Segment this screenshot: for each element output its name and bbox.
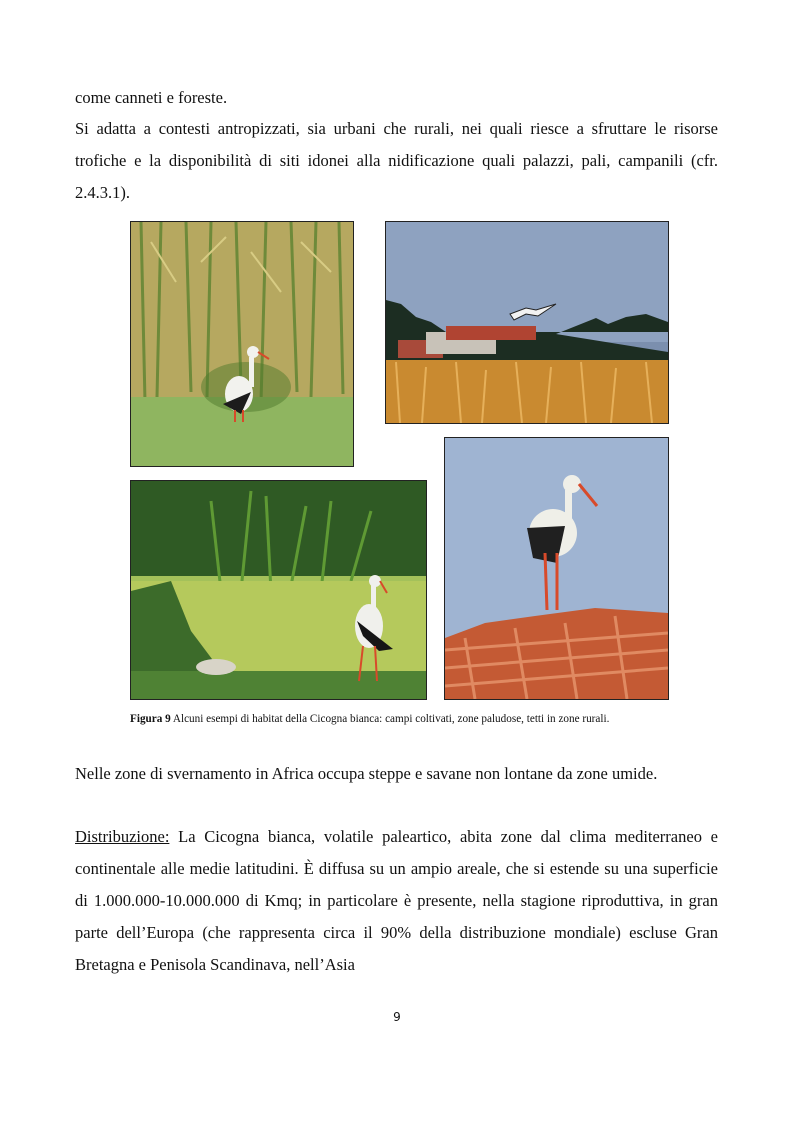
- figure-label: Figura 9: [130, 713, 171, 725]
- wintering-paragraph: Nelle zone di svernamento in Africa occupa steppe e savane non lontane da zone umide.: [75, 764, 658, 783]
- intro-line: come canneti e foreste.: [75, 88, 228, 107]
- figure-caption-text: Alcuni esempi di habitat della Cicogna bianca: campi coltivati, zone paludose, tetti in zone rurali.: [172, 713, 610, 725]
- photo-stork-marsh: [130, 480, 427, 700]
- photo-stork-flying-field: [385, 221, 669, 424]
- distribution-heading: Distribuzione:: [75, 827, 170, 846]
- figure-caption: [130, 711, 668, 728]
- intro-paragraph: Si adatta a contesti antropizzati, sia urbani che rurali, nei quali riesce a sfruttare le risorse trofiche e la disponibilità di siti idonei alla nidificazione quali palazzi, pali, campanili (cfr. 2.4.3.1).: [75, 119, 718, 202]
- distribution-text: La Cicogna bianca, volatile paleartico, abita zone dal clima mediterraneo e continentale alle medie latitudini. È diffusa su un ampio areale, che si estende su una superficie di 1.000.000-10.000.000 di Kmq; in particolare è presente, nella stagione riproduttiva, in gran parte dell’Europa (che rappresenta circa il 90% della distribuzione mondiale) escluse Gran Bretagna e Penisola Scandinava, nell’Asia: [75, 827, 718, 974]
- photo-stork-roof: [444, 437, 669, 700]
- photo-stork-cornfield: [130, 221, 354, 467]
- page-number: 9: [393, 1010, 401, 1024]
- distribution-paragraph: [75, 821, 718, 981]
